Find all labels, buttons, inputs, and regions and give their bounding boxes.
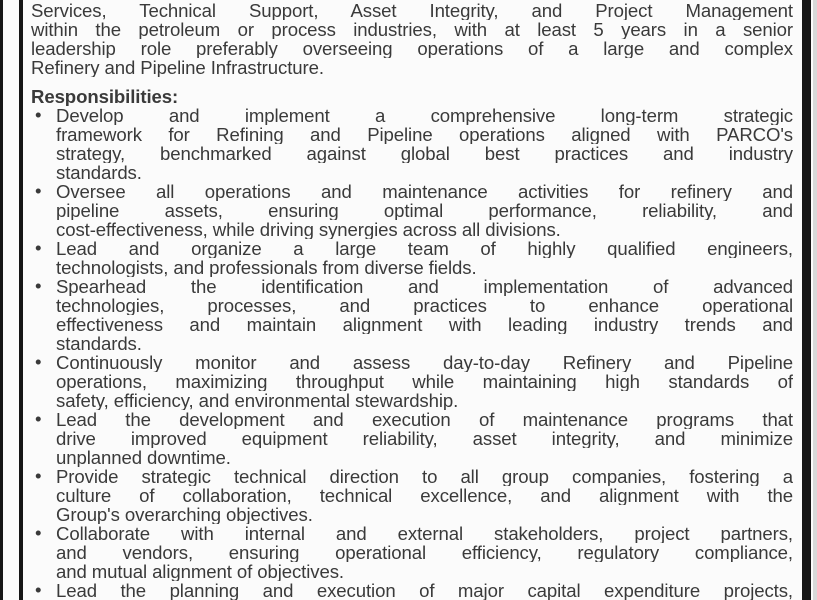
text-line: Responsibilities:	[31, 87, 179, 106]
text-line: Develop and implement a comprehensive long-term strategic	[56, 106, 793, 125]
bullet-marker-icon: •	[35, 408, 42, 429]
responsibilities-heading	[31, 87, 793, 106]
text-line: unplanned downtime.	[56, 448, 231, 467]
responsibility-item	[31, 524, 793, 581]
bullet-marker-icon: •	[35, 522, 42, 543]
text-line: Group's overarching objectives.	[56, 505, 313, 524]
text-line: Services, Technical Support, Asset Integrity, and Project Management	[31, 1, 793, 20]
text-line: Continuously monitor and assess day-to-day Refinery and Pipeline	[56, 353, 793, 372]
ad-border-right	[802, 0, 811, 600]
text-line: Collaborate with internal and external stakeholders, project partners,	[56, 524, 793, 543]
text-line: Spearhead the identification and implementation of advanced	[56, 277, 793, 296]
bullet-marker-icon: •	[35, 275, 42, 296]
text-line: and vendors, ensuring operational efficiency, regulatory compliance,	[56, 543, 793, 562]
text-line: drive improved equipment reliability, asset integrity, and minimize	[56, 429, 793, 448]
bullet-marker-icon: •	[35, 237, 42, 258]
page-edge-strip	[813, 0, 817, 600]
text-line: and mutual alignment of objectives.	[56, 562, 344, 581]
bullet-marker-icon: •	[35, 579, 42, 600]
text-line: cost-effectiveness, while driving synergies across all divisions.	[56, 220, 561, 239]
text-line: Provide strategic technical direction to all group companies, fostering a	[56, 467, 793, 486]
ad-border-left	[19, 0, 23, 600]
text-line: Oversee all operations and maintenance activities for refinery and	[56, 182, 793, 201]
responsibility-item	[31, 239, 793, 277]
responsibility-item	[31, 277, 793, 353]
text-line: within the petroleum or process industries, with at least 5 years in a senior	[31, 20, 793, 39]
text-line: effectiveness and maintain alignment with leading industry trends and	[56, 315, 793, 334]
responsibility-item	[31, 410, 793, 467]
text-line: Refinery and Pipeline Infrastructure.	[31, 58, 324, 77]
text-line: pipeline assets, ensuring optimal performance, reliability, and	[56, 201, 793, 220]
responsibility-item	[31, 353, 793, 410]
text-line: technologists, and professionals from diverse fields.	[56, 258, 477, 277]
text-line: leadership role preferably overseeing operations of a large and complex	[31, 39, 793, 58]
bullet-marker-icon: •	[35, 104, 42, 125]
text-line: strategy, benchmarked against global best practices and industry	[56, 144, 793, 163]
responsibility-item	[31, 182, 793, 239]
text-line: culture of collaboration, technical excellence, and alignment with the	[56, 486, 793, 505]
intro-paragraph	[31, 1, 793, 77]
text-line: Lead the planning and execution of major capital expenditure projects,	[56, 581, 793, 600]
bullet-marker-icon: •	[35, 465, 42, 486]
text-line: technologies, processes, and practices to enhance operational	[56, 296, 793, 315]
bullet-marker-icon: •	[35, 351, 42, 372]
text-line: standards.	[56, 163, 142, 182]
text-line: framework for Refining and Pipeline operations aligned with PARCO's	[56, 125, 793, 144]
text-line: Lead the development and execution of maintenance programs that	[56, 410, 793, 429]
text-line: Lead and organize a large team of highly qualified engineers,	[56, 239, 793, 258]
responsibility-item	[31, 467, 793, 524]
left-outer-rule	[0, 0, 3, 600]
responsibility-item	[31, 106, 793, 182]
text-line: operations, maximizing throughput while maintaining high standards of	[56, 372, 793, 391]
bullet-marker-icon: •	[35, 180, 42, 201]
text-line: safety, efficiency, and environmental stewardship.	[56, 391, 459, 410]
text-line: standards.	[56, 334, 142, 353]
document-content	[31, 1, 793, 600]
responsibility-item	[31, 581, 793, 600]
